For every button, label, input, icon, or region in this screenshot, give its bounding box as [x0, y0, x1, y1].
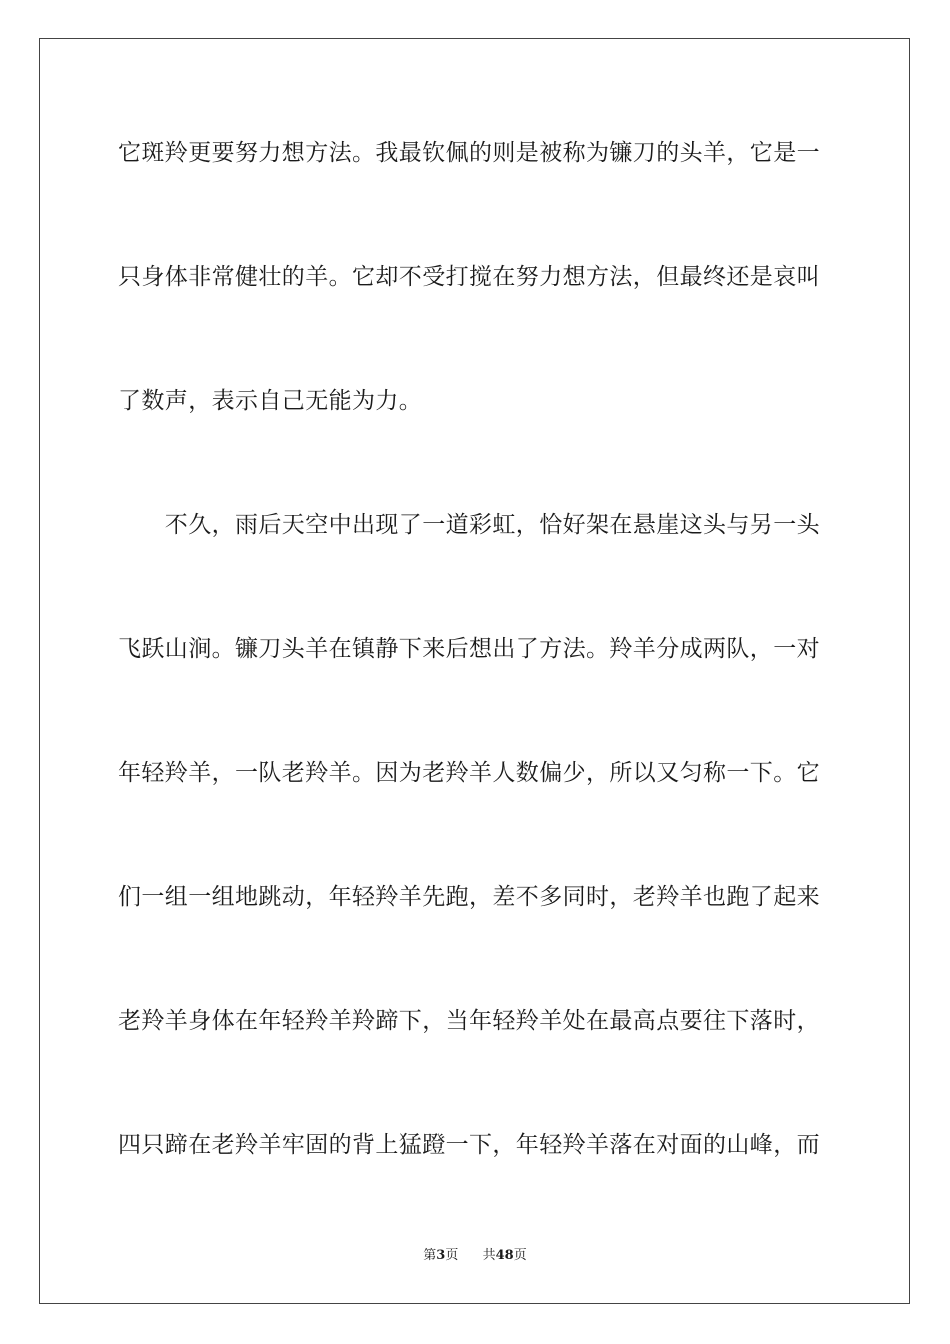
- total-suffix: 页: [513, 1248, 527, 1263]
- page-indicator: [423, 1247, 458, 1265]
- total-pages-indicator: [483, 1247, 527, 1265]
- page-number: 3: [436, 1248, 446, 1263]
- page-footer: [0, 1247, 950, 1265]
- text-line: 不久，雨后天空中出现了一道彩虹，恰好架在悬崖这头与另一头: [118, 512, 820, 538]
- text-line: 了数声，表示自己无能为力。: [118, 388, 423, 414]
- text-line: 们一组一组地跳动，年轻羚羊先跑，差不多同时，老羚羊也跑了起来: [118, 884, 820, 910]
- text-line: 只身体非常健壮的羊。它却不受打搅在努力想方法，但最终还是哀叫: [118, 264, 820, 290]
- page-prefix: 第: [423, 1248, 437, 1263]
- text-line: 老羚羊身体在年轻羚羊羚蹄下，当年轻羚羊处在最高点要往下落时，: [118, 1008, 820, 1034]
- page-suffix: 页: [445, 1248, 459, 1263]
- text-line: 它斑羚更要努力想方法。我最钦佩的则是被称为镰刀的头羊，它是一: [118, 140, 820, 166]
- total-pages: 48: [495, 1248, 514, 1263]
- text-line: 四只蹄在老羚羊牢固的背上猛蹬一下，年轻羚羊落在对面的山峰，而: [118, 1132, 820, 1158]
- text-line: 飞跃山涧。镰刀头羊在镇静下来后想出了方法。羚羊分成两队，一对: [118, 636, 820, 662]
- page-border: [39, 38, 910, 1304]
- total-prefix: 共: [482, 1248, 496, 1263]
- text-line: 年轻羚羊，一队老羚羊。因为老羚羊人数偏少，所以又匀称一下。它: [118, 760, 820, 786]
